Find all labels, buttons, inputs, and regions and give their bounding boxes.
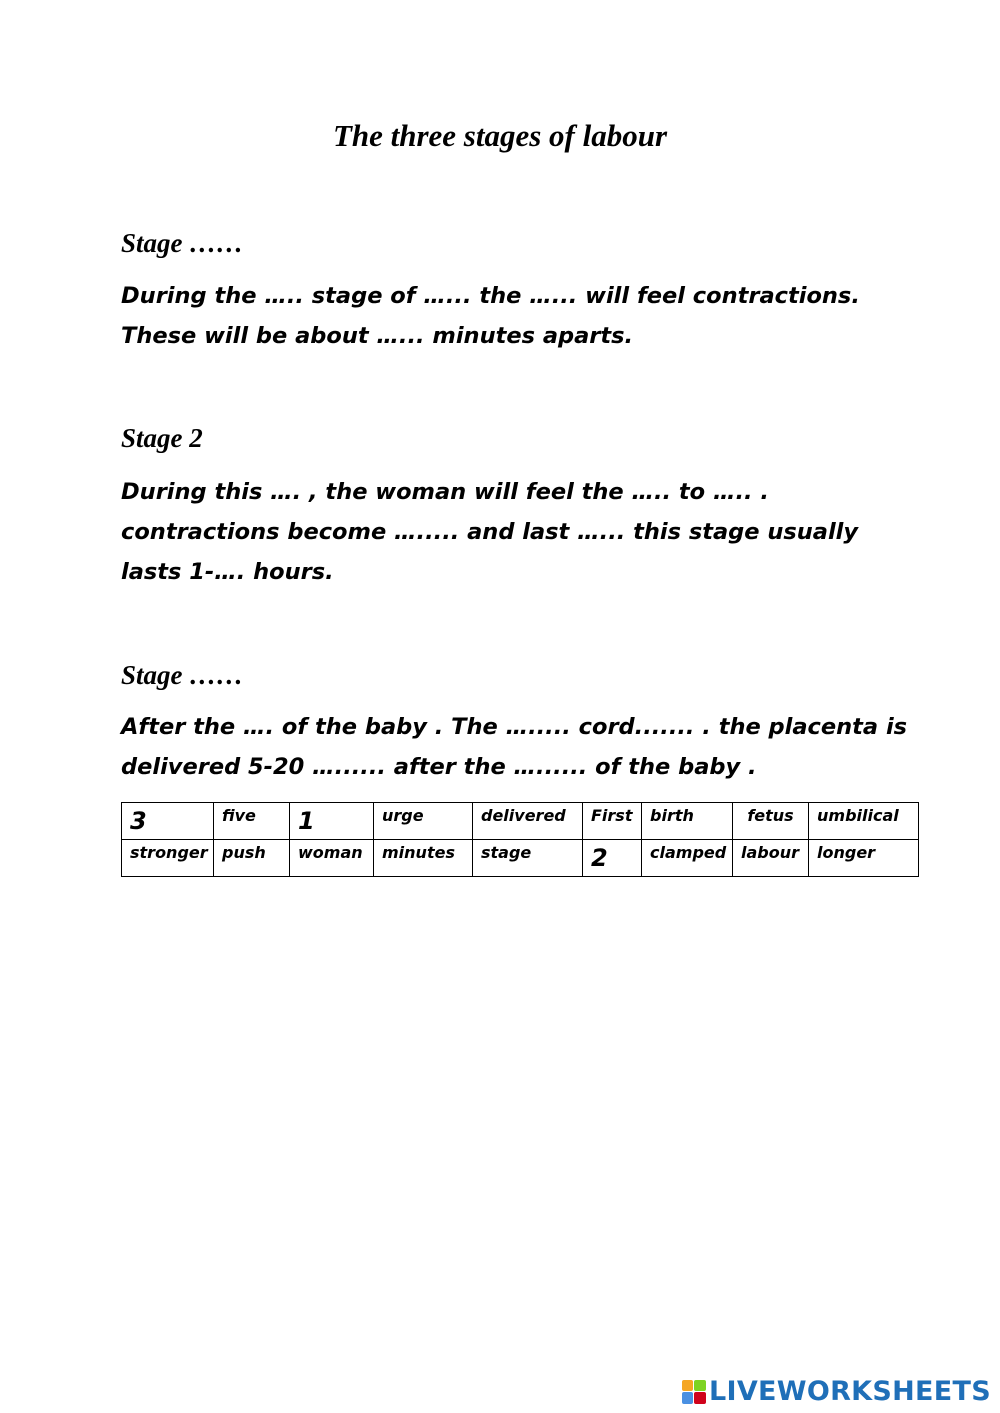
stage-heading: Stage 2 — [121, 423, 203, 453]
page-title: The three stages of labour — [332, 118, 668, 153]
word-cell: longer — [809, 840, 919, 877]
brand-name: LIVEWORKSHEETS — [708, 1376, 991, 1407]
word-cell: delivered — [473, 803, 583, 840]
word-cell: woman — [290, 840, 374, 877]
logo-square — [694, 1380, 706, 1392]
word-cell: 2 — [583, 840, 642, 877]
paragraph-line: During the ….. stage of …... the …... will feel contractions. — [121, 283, 860, 309]
stage-paragraph — [121, 276, 921, 356]
table-row — [122, 840, 919, 877]
table-row — [122, 803, 919, 840]
logo-square — [694, 1392, 706, 1404]
paragraph-line: After the …. of the baby . The …..... cord....... . the placenta is — [121, 714, 908, 740]
paragraph-line: lasts 1-…. hours. — [121, 559, 334, 585]
word-cell: birth — [642, 803, 733, 840]
paragraph-line: These will be about …... minutes aparts. — [121, 323, 634, 349]
liveworksheets-brand[interactable] — [682, 1376, 991, 1407]
word-cell: clamped — [642, 840, 733, 877]
word-cell: labour — [733, 840, 809, 877]
paragraph-line: During this …. , the woman will feel the ….. to ….. . — [121, 479, 769, 505]
word-cell: 3 — [122, 803, 214, 840]
word-cell: urge — [374, 803, 473, 840]
word-cell: fetus — [733, 803, 809, 840]
word-cell: First — [583, 803, 642, 840]
logo-square — [682, 1392, 694, 1404]
word-cell: five — [214, 803, 290, 840]
paragraph-line: delivered 5-20 …...... after the …...... of the baby . — [121, 754, 757, 780]
word-cell: stage — [473, 840, 583, 877]
stage-heading: Stage …… — [121, 228, 244, 258]
stage-paragraph — [121, 707, 921, 787]
word-cell: 1 — [290, 803, 374, 840]
stage-paragraph — [121, 472, 921, 592]
liveworksheets-logo-icon — [682, 1380, 706, 1404]
word-cell: stronger — [122, 840, 214, 877]
stage-heading: Stage …… — [121, 660, 244, 690]
word-cell: umbilical — [809, 803, 919, 840]
logo-square — [682, 1380, 694, 1392]
word-cell: minutes — [374, 840, 473, 877]
word-bank-table — [121, 802, 919, 877]
word-cell: push — [214, 840, 290, 877]
paragraph-line: contractions become …..... and last …... this stage usually — [121, 519, 859, 545]
